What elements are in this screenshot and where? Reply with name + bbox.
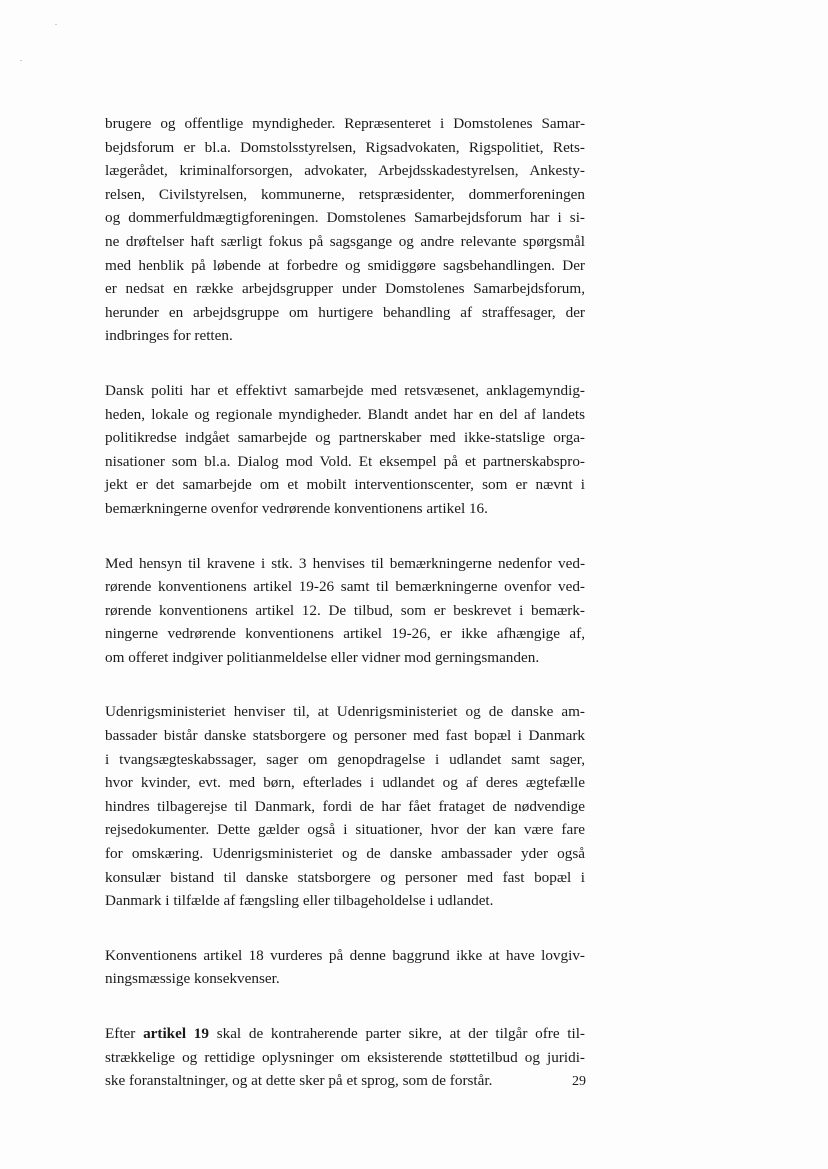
text-line: ne drøftelser haft særligt fokus på sagsgange og andre relevante spørgsmål [105, 232, 585, 250]
text-fragment: skal de kontraherende parter sikre, at der tilgår ofre til- [208, 1025, 585, 1042]
paragraph [105, 944, 585, 991]
text-line: ske foranstaltninger, og at dette sker på et sprog, som de forstår. [105, 1072, 493, 1090]
text-line: hindres tilbagerejse til Danmark, fordi de har fået frataget de nødvendige [105, 797, 585, 815]
scan-artifact [55, 24, 57, 25]
text-line [105, 1022, 585, 1046]
text-line: hvor kvinder, evt. med børn, efterlades i udlandet og af deres ægtefælle [105, 774, 585, 792]
text-line: jekt er det samarbejde om et mobilt interventionscenter, som er nævnt i [105, 476, 585, 494]
text-line: for omskæring. Udenrigsministeriet og de danske ambassader yder også [105, 845, 585, 863]
text-line: ningsmæssige konsekvenser. [105, 970, 280, 988]
text-line: politikredse indgået samarbejde og partnerskaber med ikke-statslige orga- [105, 429, 585, 447]
text-line: med henblik på løbende at forbedre og smidiggøre sagsbehandlingen. Der [105, 256, 585, 274]
text-line: strækkelige og rettidige oplysninger om eksisterende støttetilbud og juridi- [105, 1048, 585, 1066]
text-line: Udenrigsministeriet henviser til, at Udenrigsministeriet og de danske am- [105, 703, 585, 721]
article-reference: artikel 19 [143, 1025, 209, 1042]
text-line: i tvangsægteskabssager, sager om genopdragelse i udlandet samt sager, [105, 750, 585, 768]
paragraph [105, 552, 585, 670]
text-line: rejsedokumenter. Dette gælder også i situationer, hvor der kan være fare [105, 821, 585, 839]
body-text [105, 112, 585, 1124]
text-line: om offeret indgiver politianmeldelse eller vidner mod gerningsmanden. [105, 648, 540, 666]
text-line: rørende konventionens artikel 19-26 samt til bemærkningerne ovenfor ved- [105, 578, 585, 596]
text-line: bassader bistår danske statsborgere og personer med fast bopæl i Danmark [105, 727, 585, 745]
paragraph [105, 112, 585, 348]
paragraph [105, 700, 585, 912]
text-line: er nedsat en række arbejdsgrupper under Domstolenes Samarbejdsforum, [105, 280, 585, 298]
paragraph [105, 379, 585, 521]
text-line: Danmark i tilfælde af fængsling eller tilbageholdelse i udlandet. [105, 892, 494, 910]
text-line: Med hensyn til kravene i stk. 3 henvises til bemærkningerne nedenfor ved- [105, 554, 585, 572]
text-line: bejdsforum er bl.a. Domstolsstyrelsen, Rigsadvokaten, Rigspolitiet, Rets- [105, 138, 585, 156]
text-line: heden, lokale og regionale myndigheder. Blandt andet har en del af landets [105, 405, 585, 423]
text-line: bemærkningerne ovenfor vedrørende konventionens artikel 16. [105, 499, 488, 517]
text-line: Dansk politi har et effektivt samarbejde med retsvæsenet, anklagemyndig- [105, 381, 585, 399]
text-line: rørende konventionens artikel 12. De tilbud, som er beskrevet i bemærk- [105, 601, 585, 619]
text-line: ningerne vedrørende konventionens artikel 19-26, er ikke afhængige af, [105, 625, 585, 643]
text-line: relsen, Civilstyrelsen, kommunerne, retspræsidenter, dommerforeningen [105, 185, 585, 203]
text-line: brugere og offentlige myndigheder. Repræsenteret i Domstolenes Samar- [105, 115, 585, 132]
text-line: nisationer som bl.a. Dialog mod Vold. Et eksempel på et partnerskabspro- [105, 452, 585, 470]
page-number: 29 [572, 1074, 586, 1089]
paragraph-article-19 [105, 1022, 585, 1093]
text-line: herunder en arbejdsgruppe om hurtigere behandling af straffesager, der [105, 303, 585, 321]
text-line: og dommerfuldmægtigforeningen. Domstolenes Samarbejdsforum har i si- [105, 209, 585, 227]
text-line: Konventionens artikel 18 vurderes på denne baggrund ikke at have lovgiv- [105, 946, 585, 964]
text-line: konsulær bistand til danske statsborgere og personer med fast bopæl i [105, 868, 585, 886]
text-line: lægerådet, kriminalforsorgen, advokater, Arbejdsskadestyrelsen, Ankesty- [105, 162, 585, 180]
text-fragment: Efter [105, 1025, 144, 1042]
text-line: indbringes for retten. [105, 327, 233, 345]
scan-artifact [20, 60, 22, 61]
